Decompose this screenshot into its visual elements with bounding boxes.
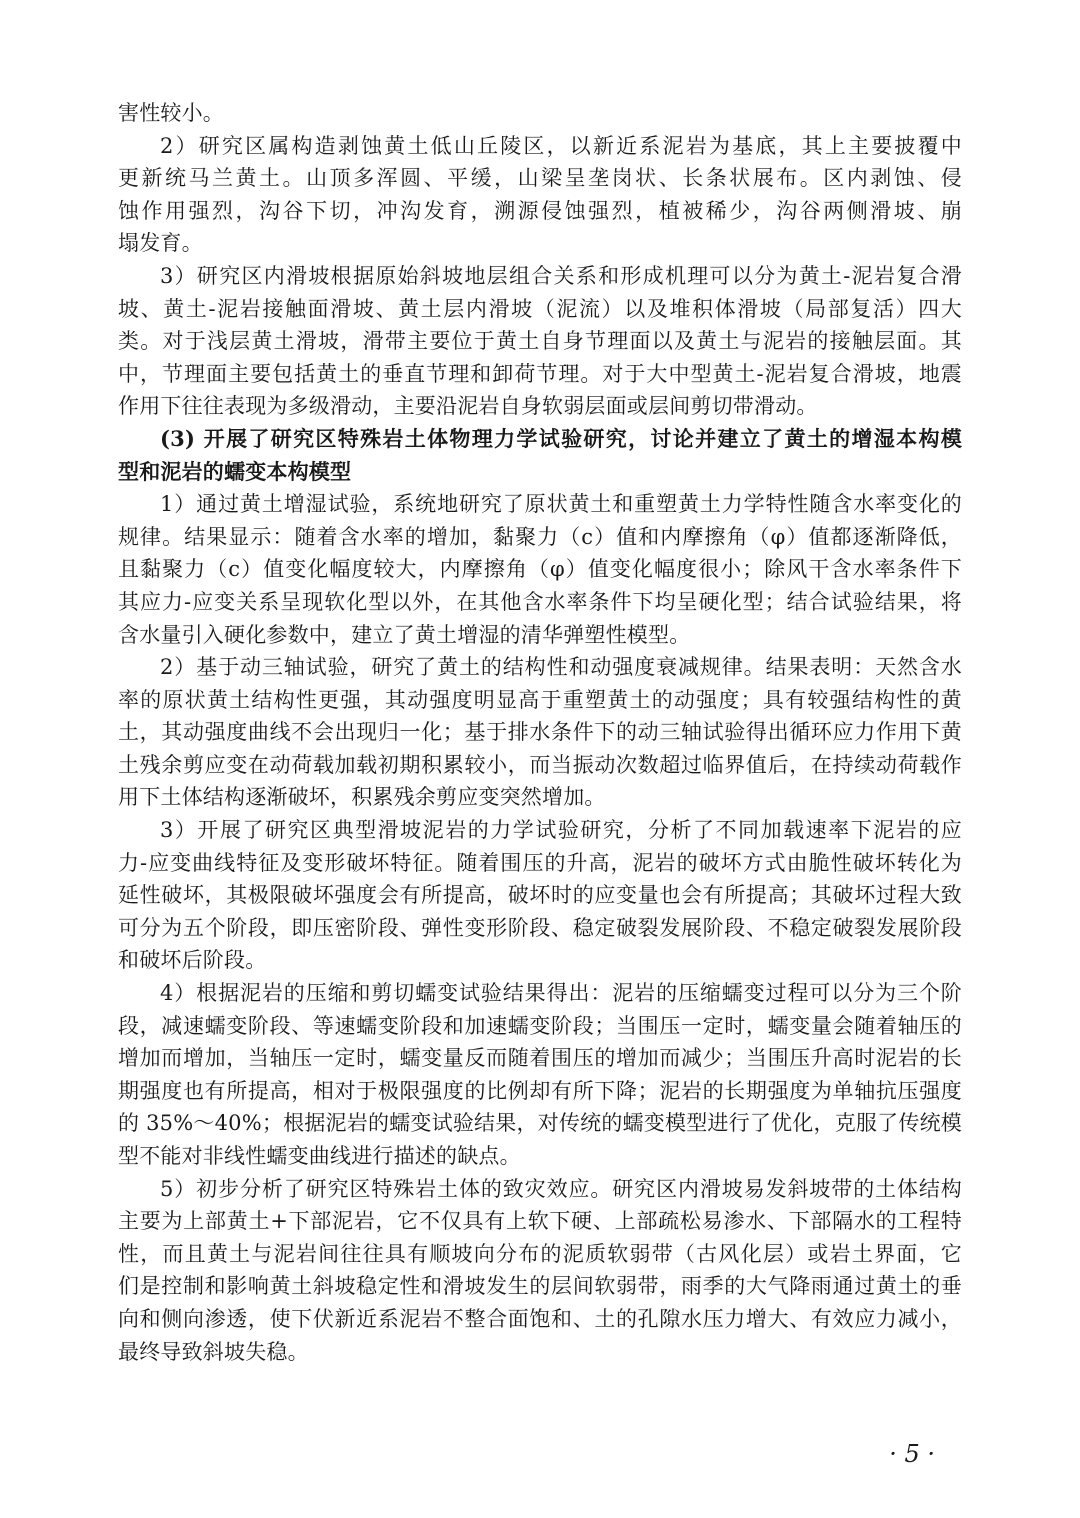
text-line: 增加而增加，当轴压一定时，蠕变量反而随着围压的增加而减少；当围压升高时泥岩的长	[118, 1046, 962, 1071]
text-line: 类。对于浅层黄土滑坡，滑带主要位于黄土自身节理面以及黄土与泥岩的接触层面。其	[118, 329, 962, 354]
text-line: 坡、黄土-泥岩接触面滑坡、黄土层内滑坡（泥流）以及堆积体滑坡（局部复活）四大	[118, 296, 962, 321]
text-line: 土，其动强度曲线不会出现归一化；基于排水条件下的动三轴试验得出循环应力作用下黄	[118, 720, 962, 745]
text-line: 含水量引入硬化参数中，建立了黄土增湿的清华弹塑性模型。	[118, 622, 691, 647]
text-line: 用下土体结构逐渐破坏，积累残余剪应变突然增加。	[118, 785, 606, 810]
text-line: 型不能对非线性蠕变曲线进行描述的缺点。	[118, 1144, 521, 1168]
section-heading-line: 型和泥岩的蠕变本构模型	[118, 458, 352, 484]
text-line: 的 35%～40%；根据泥岩的蠕变试验结果，对传统的蠕变模型进行了优化，克服了传统模	[118, 1111, 962, 1136]
text-line: 塌发育。	[118, 231, 203, 256]
text-line: 率的原状黄土结构性更强，其动强度明显高于重塑黄土的动强度；具有较强结构性的黄	[118, 687, 962, 712]
text-line: 中，节理面主要包括黄土的垂直节理和卸荷节理。对于大中型黄土-泥岩复合滑坡，地震	[118, 361, 962, 386]
body-text	[118, 97, 962, 1368]
text-line: 最终导致斜坡失稳。	[118, 1339, 309, 1364]
text-line: 2）基于动三轴试验，研究了黄土的结构性和动强度衰减规律。结果表明：天然含水	[160, 655, 962, 680]
text-line: 蚀作用强烈，沟谷下切，冲沟发育，溯源侵蚀强烈，植被稀少，沟谷两侧滑坡、崩	[118, 198, 962, 223]
text-line: 且黏聚力（c）值变化幅度较大，内摩擦角（φ）值变化幅度很小；除风干含水率条件下	[118, 557, 962, 582]
section-heading-line: (3) 开展了研究区特殊岩土体物理力学试验研究，讨论并建立了黄土的增湿本构模	[160, 425, 962, 451]
text-line: 期强度也有所提高，相对于极限强度的比例却有所下降；泥岩的长期强度为单轴抗压强度	[118, 1078, 962, 1103]
text-line: 延性破坏，其极限破坏强度会有所提高，破坏时的应变量也会有所提高；其破坏过程大致	[118, 883, 962, 908]
text-line: 作用下往往表现为多级滑动，主要沿泥岩自身软弱层面或层间剪切带滑动。	[118, 394, 818, 419]
text-line: 5）初步分析了研究区特殊岩土体的致灾效应。研究区内滑坡易发斜坡带的土体结构	[160, 1176, 962, 1201]
text-line: 3）开展了研究区典型滑坡泥岩的力学试验研究，分析了不同加载速率下泥岩的应	[160, 818, 962, 843]
text-line: 们是控制和影响黄土斜坡稳定性和滑坡发生的层间软弱带，雨季的大气降雨通过黄土的垂	[118, 1274, 962, 1299]
text-line: 和破坏后阶段。	[118, 948, 267, 973]
text-line: 主要为上部黄土+下部泥岩，它不仅具有上软下硬、上部疏松易渗水、下部隔水的工程特	[118, 1209, 962, 1234]
text-line: 土残余剪应变在动荷载加载初期积累较小，而当振动次数超过临界值后，在持续动荷载作	[118, 752, 962, 777]
text-line: 4）根据泥岩的压缩和剪切蠕变试验结果得出：泥岩的压缩蠕变过程可以分为三个阶	[160, 981, 962, 1006]
text-line: 规律。结果显示：随着含水率的增加，黏聚力（c）值和内摩擦角（φ）值都逐渐降低，	[118, 524, 962, 549]
text-line: 更新统马兰黄土。山顶多浑圆、平缓，山梁呈垄岗状、长条状展布。区内剥蚀、侵	[118, 166, 962, 191]
text-line: 害性较小。	[118, 101, 224, 125]
text-line: 向和侧向渗透，使下伏新近系泥岩不整合面饱和、土的孔隙水压力增大、有效应力减小，	[118, 1306, 962, 1331]
text-line: 2）研究区属构造剥蚀黄土低山丘陵区，以新近系泥岩为基底，其上主要披覆中	[160, 133, 962, 158]
text-line: 可分为五个阶段，即压密阶段、弹性变形阶段、稳定破裂发展阶段、不稳定破裂发展阶段	[118, 915, 962, 940]
text-line: 性，而且黄土与泥岩间往往具有顺坡向分布的泥质软弱带（古风化层）或岩土界面，它	[118, 1241, 962, 1266]
text-line: 段，减速蠕变阶段、等速蠕变阶段和加速蠕变阶段；当围压一定时，蠕变量会随着轴压的	[118, 1013, 962, 1038]
text-line: 1）通过黄土增湿试验，系统地研究了原状黄土和重塑黄土力学特性随含水率变化的	[160, 492, 962, 517]
text-line: 力-应变曲线特征及变形破坏特征。随着围压的升高，泥岩的破坏方式由脆性破坏转化为	[118, 850, 962, 875]
text-line: 3）研究区内滑坡根据原始斜坡地层组合关系和形成机理可以分为黄土-泥岩复合滑	[160, 263, 962, 288]
page-number: · 5 ·	[889, 1440, 935, 1468]
text-line: 其应力-应变关系呈现软化型以外，在其他含水率条件下均呈硬化型；结合试验结果，将	[118, 589, 962, 614]
